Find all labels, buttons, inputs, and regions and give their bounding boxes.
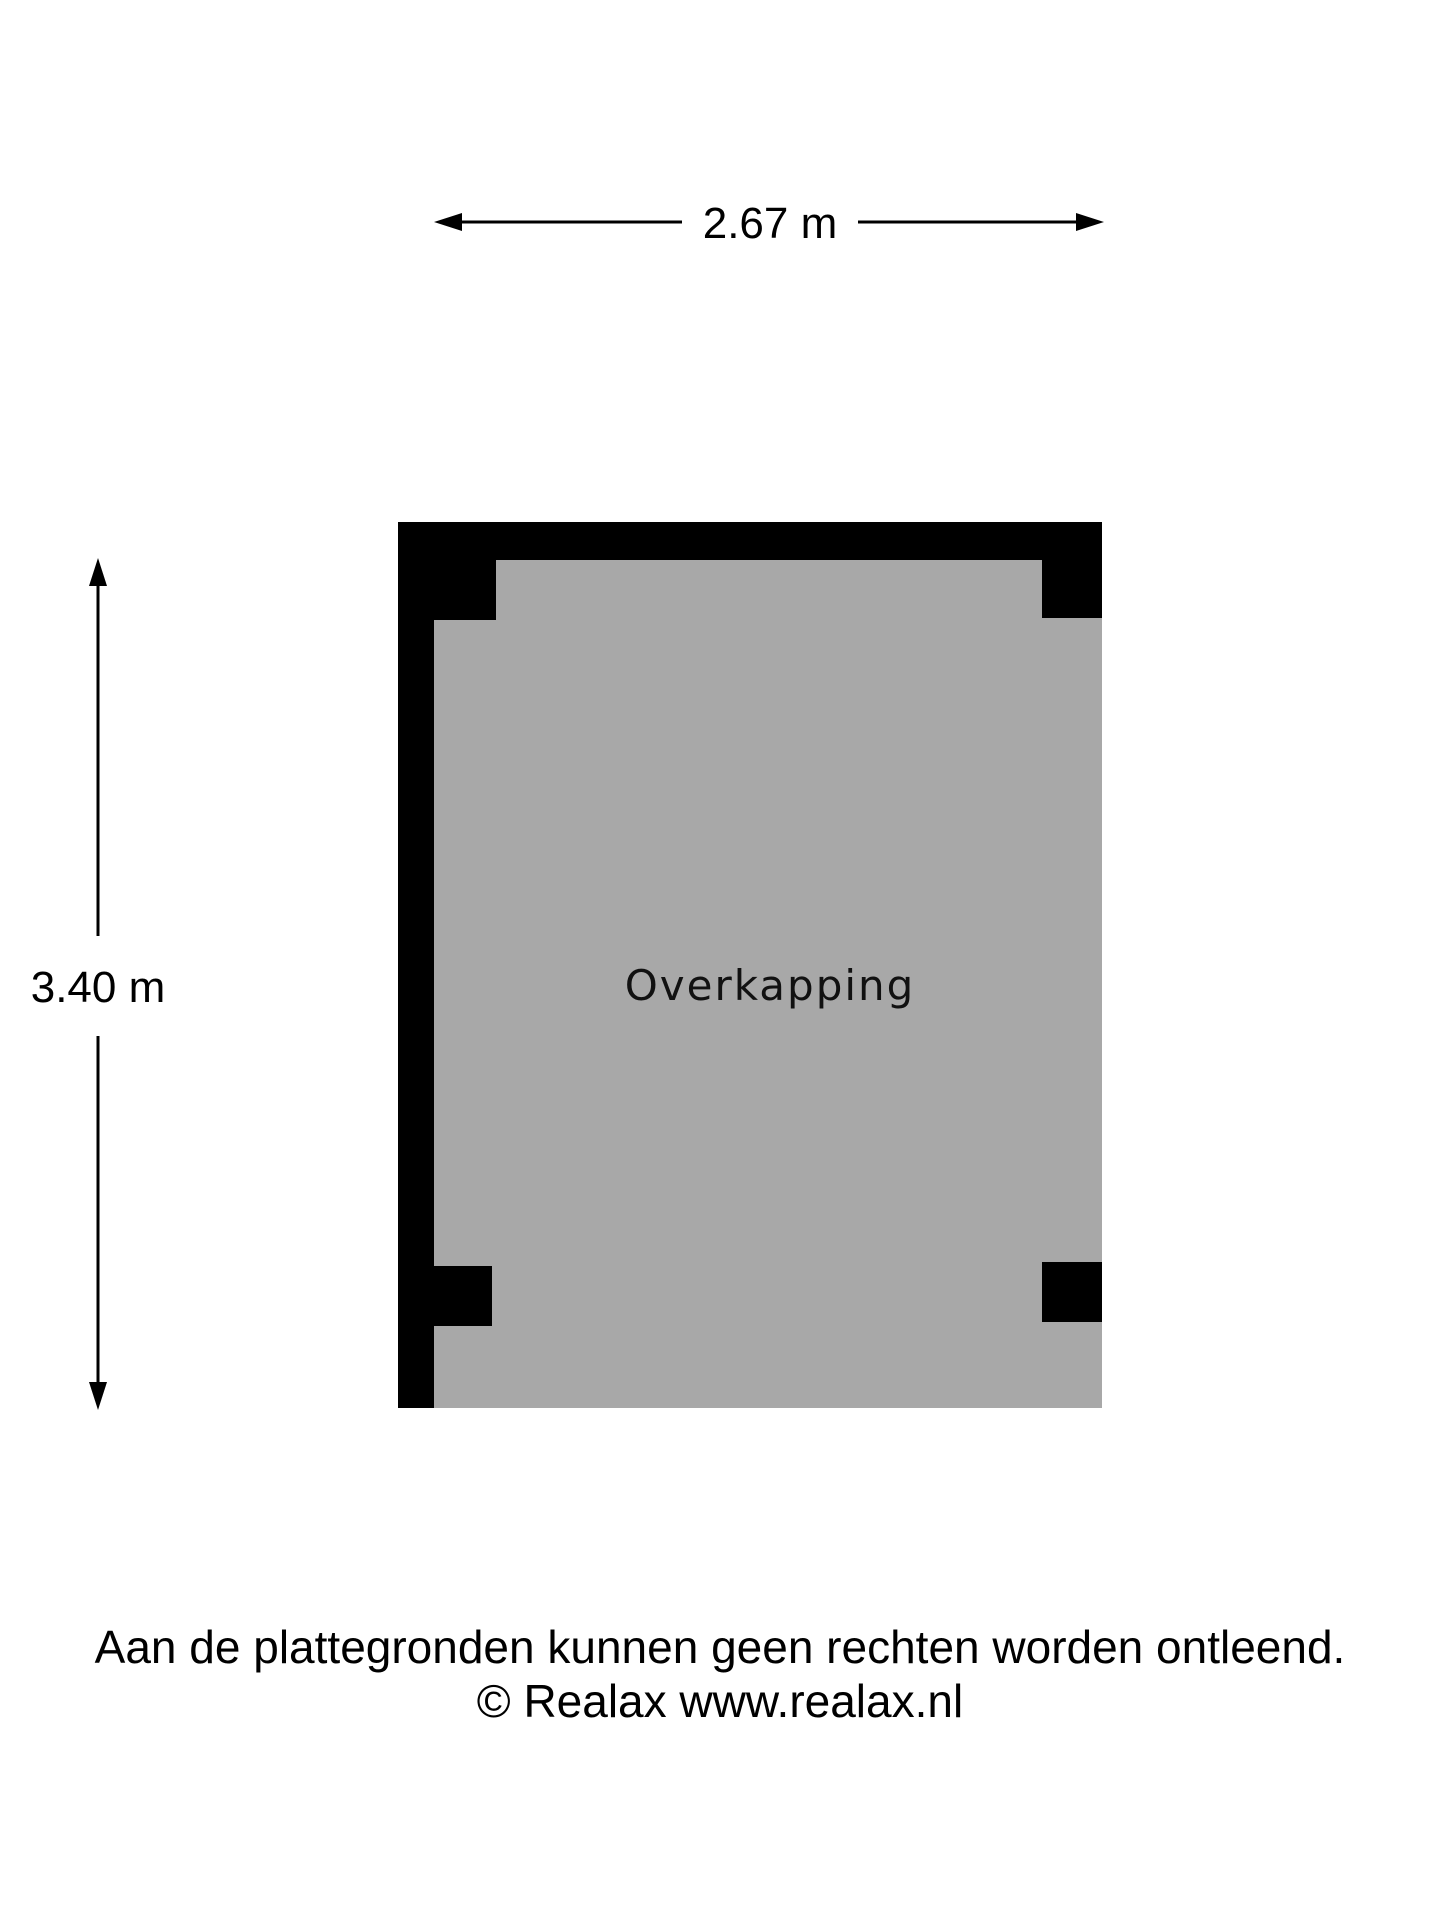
width-arrow-left-icon [434, 213, 462, 231]
wall-left [398, 522, 434, 1408]
column-top-right [1042, 560, 1102, 618]
wall-top [398, 522, 1102, 560]
height-dimension [31, 558, 166, 1410]
column-top-left [434, 560, 496, 620]
width-arrow-right-icon [1076, 213, 1104, 231]
height-dimension-label: 3.40 m [30, 963, 166, 1012]
width-dimension-label: 2.67 m [702, 199, 838, 248]
disclaimer-text: Aan de plattegronden kunnen geen rechten worden ontleend. [94, 1621, 1346, 1673]
column-bottom-right [1042, 1262, 1102, 1322]
room-label: Overkapping [624, 961, 916, 1010]
copyright-text: © Realax www.realax.nl [476, 1675, 964, 1727]
height-arrow-top-icon [89, 558, 107, 586]
width-dimension [434, 199, 1104, 248]
column-bottom-left [434, 1266, 492, 1326]
height-arrow-bottom-icon [89, 1382, 107, 1410]
